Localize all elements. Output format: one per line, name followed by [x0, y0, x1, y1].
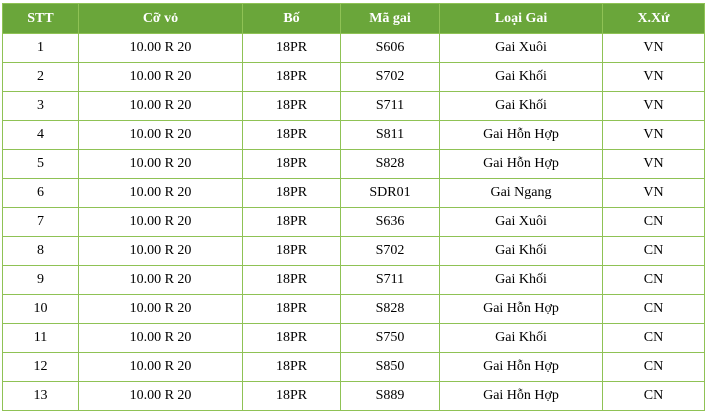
table-row	[3, 237, 705, 266]
cell-tire-size: 10.00 R 20	[79, 324, 243, 353]
cell-ply-rating: 18PR	[243, 150, 341, 179]
header-stt: STT	[3, 4, 79, 34]
tire-spec-table-container	[2, 3, 670, 411]
table-row	[3, 63, 705, 92]
cell-origin: VN	[603, 92, 705, 121]
cell-ply-rating: 18PR	[243, 92, 341, 121]
cell-origin: CN	[603, 295, 705, 324]
cell-tire-size: 10.00 R 20	[79, 208, 243, 237]
table-row	[3, 353, 705, 382]
cell-origin: VN	[603, 150, 705, 179]
cell-tire-size: 10.00 R 20	[79, 295, 243, 324]
cell-ply-rating: 18PR	[243, 353, 341, 382]
cell-ply-rating: 18PR	[243, 121, 341, 150]
table-row	[3, 208, 705, 237]
cell-tread-type: Gai Khối	[440, 324, 603, 353]
cell-tread-type: Gai Khối	[440, 237, 603, 266]
header-tire-size: Cỡ vỏ	[79, 4, 243, 34]
table-row	[3, 92, 705, 121]
cell-tire-size: 10.00 R 20	[79, 34, 243, 63]
table-body	[3, 34, 705, 411]
cell-ply-rating: 18PR	[243, 34, 341, 63]
cell-stt: 5	[3, 150, 79, 179]
cell-ply-rating: 18PR	[243, 208, 341, 237]
cell-ply-rating: 18PR	[243, 295, 341, 324]
cell-origin: VN	[603, 121, 705, 150]
cell-tire-size: 10.00 R 20	[79, 92, 243, 121]
cell-origin: CN	[603, 353, 705, 382]
cell-stt: 7	[3, 208, 79, 237]
cell-tread-type: Gai Hỗn Hợp	[440, 150, 603, 179]
cell-tread-code: S750	[341, 324, 440, 353]
cell-ply-rating: 18PR	[243, 382, 341, 411]
cell-stt: 9	[3, 266, 79, 295]
cell-tire-size: 10.00 R 20	[79, 179, 243, 208]
table-row	[3, 382, 705, 411]
cell-tread-type: Gai Hỗn Hợp	[440, 295, 603, 324]
table-row	[3, 150, 705, 179]
cell-ply-rating: 18PR	[243, 237, 341, 266]
cell-tread-code: S850	[341, 353, 440, 382]
cell-tread-code: SDR01	[341, 179, 440, 208]
cell-tread-type: Gai Xuôi	[440, 34, 603, 63]
cell-stt: 12	[3, 353, 79, 382]
cell-stt: 4	[3, 121, 79, 150]
cell-tire-size: 10.00 R 20	[79, 266, 243, 295]
cell-origin: CN	[603, 324, 705, 353]
cell-origin: CN	[603, 237, 705, 266]
cell-tire-size: 10.00 R 20	[79, 63, 243, 92]
cell-stt: 8	[3, 237, 79, 266]
header-tread-type: Loại Gai	[440, 4, 603, 34]
cell-ply-rating: 18PR	[243, 63, 341, 92]
cell-origin: CN	[603, 382, 705, 411]
cell-stt: 13	[3, 382, 79, 411]
cell-stt: 10	[3, 295, 79, 324]
cell-tread-type: Gai Hỗn Hợp	[440, 353, 603, 382]
cell-tread-code: S828	[341, 295, 440, 324]
table-row	[3, 179, 705, 208]
cell-tread-type: Gai Khối	[440, 92, 603, 121]
cell-tread-type: Gai Hỗn Hợp	[440, 382, 603, 411]
cell-stt: 3	[3, 92, 79, 121]
cell-tire-size: 10.00 R 20	[79, 121, 243, 150]
cell-stt: 11	[3, 324, 79, 353]
cell-ply-rating: 18PR	[243, 266, 341, 295]
cell-tread-code: S811	[341, 121, 440, 150]
table-row	[3, 266, 705, 295]
cell-tread-type: Gai Hỗn Hợp	[440, 121, 603, 150]
cell-origin: CN	[603, 266, 705, 295]
table-row	[3, 34, 705, 63]
cell-tread-code: S702	[341, 63, 440, 92]
cell-stt: 1	[3, 34, 79, 63]
header-origin: X.Xứ	[603, 4, 705, 34]
cell-tire-size: 10.00 R 20	[79, 150, 243, 179]
cell-tread-code: S702	[341, 237, 440, 266]
cell-tread-type: Gai Khối	[440, 266, 603, 295]
header-tread-code: Mã gai	[341, 4, 440, 34]
cell-tread-type: Gai Ngang	[440, 179, 603, 208]
table-header-row	[3, 4, 705, 34]
cell-tread-code: S636	[341, 208, 440, 237]
cell-tire-size: 10.00 R 20	[79, 382, 243, 411]
cell-tread-code: S711	[341, 92, 440, 121]
cell-tread-code: S606	[341, 34, 440, 63]
tire-spec-table	[2, 3, 705, 411]
header-ply-rating: Bố	[243, 4, 341, 34]
cell-tire-size: 10.00 R 20	[79, 237, 243, 266]
cell-tread-type: Gai Xuôi	[440, 208, 603, 237]
table-row	[3, 324, 705, 353]
cell-stt: 2	[3, 63, 79, 92]
cell-stt: 6	[3, 179, 79, 208]
cell-ply-rating: 18PR	[243, 179, 341, 208]
cell-origin: VN	[603, 179, 705, 208]
cell-tread-code: S828	[341, 150, 440, 179]
cell-origin: VN	[603, 34, 705, 63]
table-row	[3, 121, 705, 150]
cell-tread-type: Gai Khối	[440, 63, 603, 92]
cell-tread-code: S711	[341, 266, 440, 295]
cell-origin: VN	[603, 63, 705, 92]
cell-origin: CN	[603, 208, 705, 237]
cell-ply-rating: 18PR	[243, 324, 341, 353]
table-row	[3, 295, 705, 324]
cell-tread-code: S889	[341, 382, 440, 411]
cell-tire-size: 10.00 R 20	[79, 353, 243, 382]
